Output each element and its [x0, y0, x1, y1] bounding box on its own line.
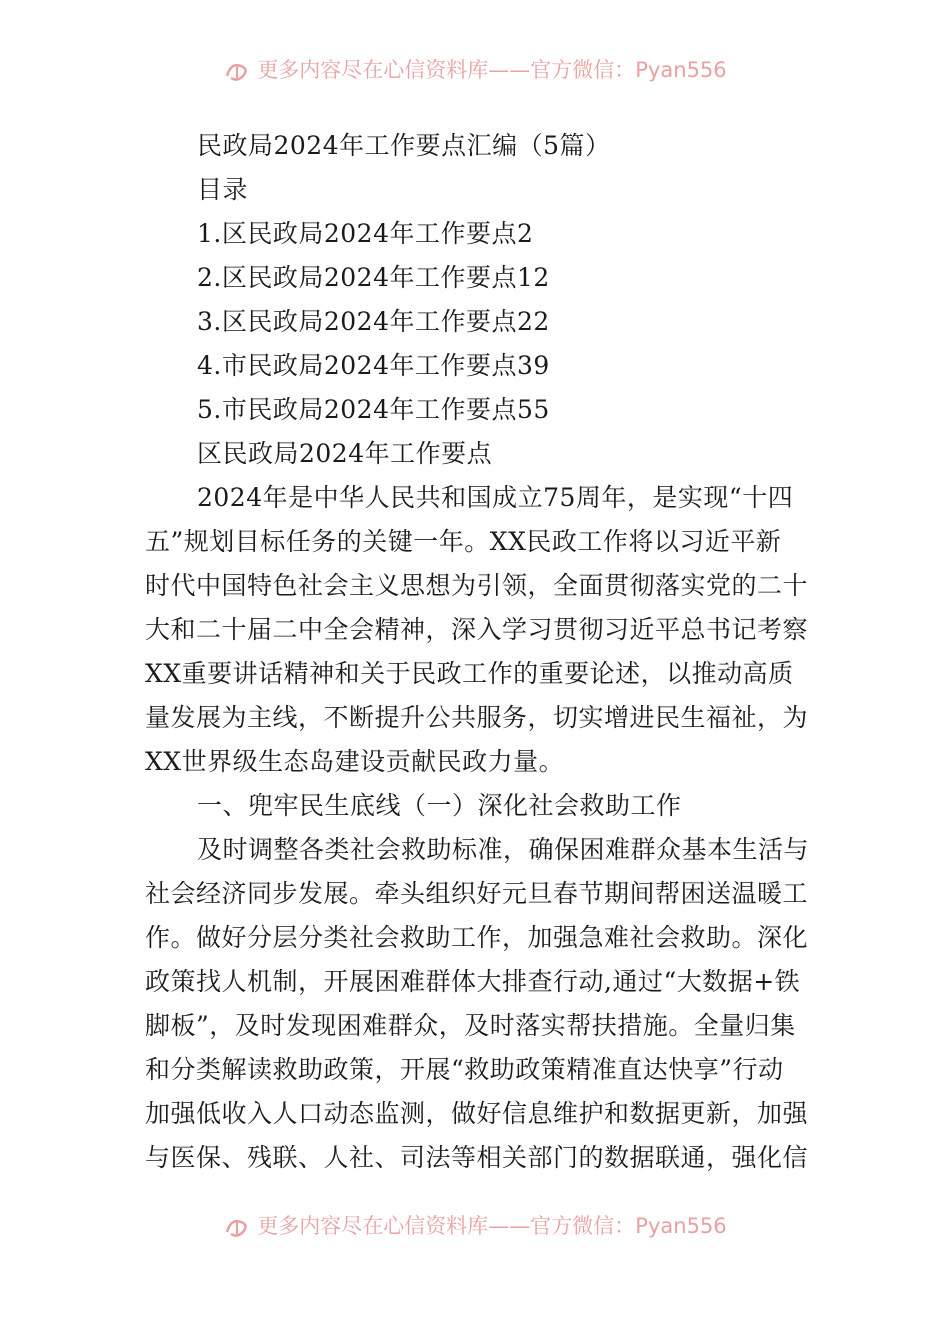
paragraph-line: 大和二十届二中全会精神，深入学习贯彻习近平总书记考察	[145, 615, 809, 644]
paragraph-line: 2024年是中华人民共和国成立75周年，是实现“十四	[197, 483, 794, 512]
document-body	[145, 124, 810, 1180]
paragraph-line: 政策找人机制，开展困难群体大排查行动,通过“大数据+铁	[145, 967, 801, 996]
toc-heading: 目录	[197, 175, 249, 204]
toc-item: 2.区民政局2024年工作要点12	[197, 263, 550, 292]
paragraph-line: 量发展为主线，不断提升公共服务，切实增进民生福祉，为	[145, 703, 809, 732]
watermark-text: 更多内容尽在心信资料库——官方微信：Pyan556	[257, 1214, 727, 1238]
paragraph-line: 和分类解读救助政策，开展“救助政策精准直达快享”行动	[145, 1055, 784, 1084]
watermark-top	[0, 50, 950, 90]
watermark-logo-icon	[223, 1216, 253, 1238]
paragraph-line: XX世界级生态岛建设贡献民政力量。	[145, 747, 565, 776]
paragraph-line: XX重要讲话精神和关于民政工作的重要论述，以推动高质	[145, 659, 794, 688]
watermark-text: 更多内容尽在心信资料库——官方微信：Pyan556	[257, 58, 727, 82]
toc-item: 4.市民政局2024年工作要点39	[197, 351, 550, 380]
intro-paragraph	[145, 476, 809, 784]
paragraph-line: 时代中国特色社会主义思想为引领，全面贯彻落实党的二十	[145, 571, 809, 600]
toc-item: 5.市民政局2024年工作要点55	[197, 395, 550, 424]
document-title: 民政局2024年工作要点汇编（5篇）	[197, 131, 611, 160]
paragraph-line: 五”规划目标任务的关键一年。XX民政工作将以习近平新	[145, 527, 782, 556]
toc-item: 1.区民政局2024年工作要点2	[197, 219, 534, 248]
paragraph-line: 加强低收入人口动态监测，做好信息维护和数据更新，加强	[145, 1099, 809, 1128]
watermark-logo-icon	[223, 60, 253, 82]
paragraph-line: 及时调整各类社会救助标准，确保困难群众基本生活与	[197, 835, 810, 864]
paragraph-line: 作。做好分层分类社会救助工作，加强急难社会救助。深化	[145, 923, 809, 952]
paragraph-line: 社会经济同步发展。牵头组织好元旦春节期间帮困送温暖工	[145, 879, 809, 908]
subheading: 一、兜牢民生底线（一）深化社会救助工作	[197, 791, 682, 820]
paragraph-line: 脚板”，及时发现困难群众，及时落实帮扶措施。全量归集	[145, 1011, 796, 1040]
paragraph-line: 与医保、残联、人社、司法等相关部门的数据联通，强化信	[145, 1143, 809, 1172]
watermark-bottom	[0, 1206, 950, 1246]
body-paragraph	[145, 828, 810, 1180]
section-title: 区民政局2024年工作要点	[197, 439, 493, 468]
toc-item: 3.区民政局2024年工作要点22	[197, 307, 550, 336]
